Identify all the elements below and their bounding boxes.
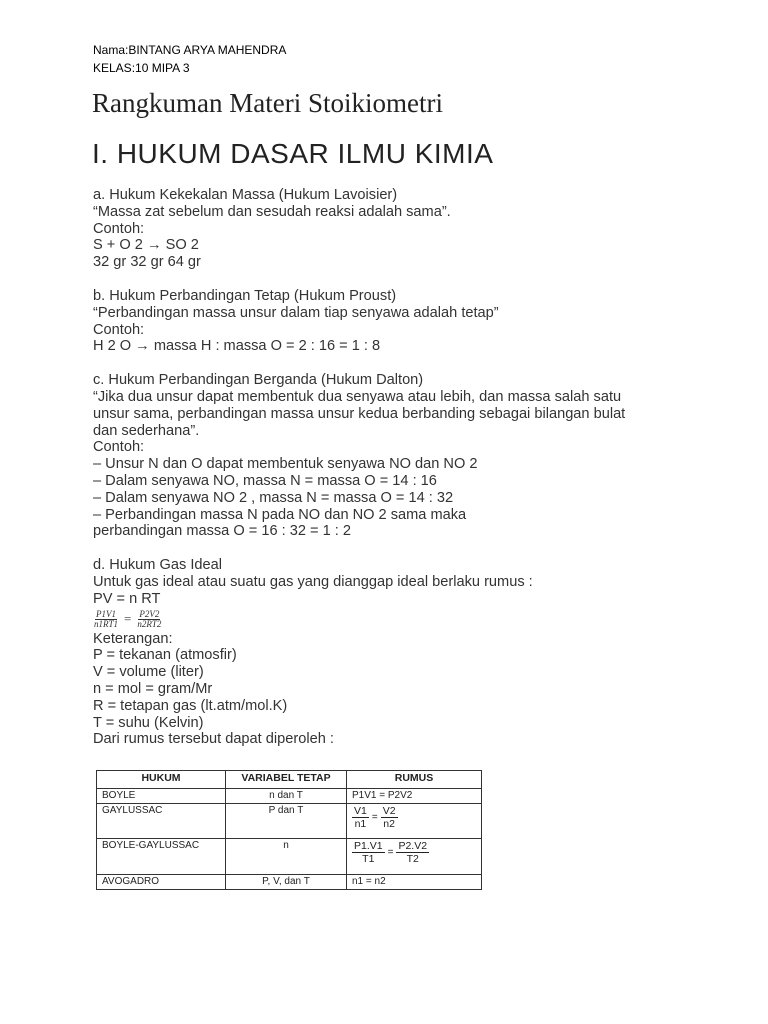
law-a-example-masses: 32 gr 32 gr 64 gr (93, 254, 201, 271)
table-header-row (97, 771, 482, 789)
document-title: Rangkuman Materi Stoikiometri (92, 88, 443, 118)
law-c-example-item: – Perbandingan massa N pada NO dan NO 2 sama maka (93, 506, 467, 523)
table-row (97, 804, 482, 839)
law-c-quote-line: unsur sama, perbandingan massa unsur kedua berbanding sebagai bilangan bulat (93, 405, 626, 422)
law-a-quote: “Massa zat sebelum dan sesudah reaksi adalah sama”. (93, 203, 451, 220)
ratio-right-fraction (136, 610, 162, 629)
formula-cell: n1 = n2 (347, 875, 482, 890)
law-c-quote-line: dan sederhana”. (93, 422, 200, 439)
formula-cell (347, 839, 482, 875)
law-d-heading: d. Hukum Gas Ideal (93, 557, 222, 574)
law-d-legend-item: P = tekanan (atmosfir) (93, 647, 237, 664)
law-c-example-item: – Unsur N dan O dapat membentuk senyawa NO dan NO 2 (93, 456, 478, 473)
law-b-example: H 2 O → massa H : massa O = 2 : 16 = 1 : 8 (93, 338, 381, 355)
table-row (97, 839, 482, 875)
fraction-numerator: V2 (382, 805, 396, 817)
column-header: VARIABEL TETAP (226, 771, 347, 789)
gas-law-table (96, 770, 482, 890)
ratio-left-fraction (93, 610, 119, 629)
law-a-heading: a. Hukum Kekekalan Massa (Hukum Lavoisier) (93, 187, 398, 203)
law-a-example-equation: S + O 2 → SO 2 (93, 237, 199, 254)
law-d-intro: Untuk gas ideal atau suatu gas yang dianggap ideal berlaku rumus : (93, 573, 533, 590)
law-name-cell: BOYLE (97, 789, 226, 804)
student-class: KELAS:10 MIPA 3 (93, 61, 190, 75)
fraction (352, 805, 369, 830)
fixed-variable-cell: n (226, 839, 347, 875)
law-name-cell: BOYLE-GAYLUSSAC (97, 839, 226, 875)
law-c-example-label: Contoh: (93, 439, 145, 456)
formula-cell (347, 804, 482, 839)
law-a-example-label: Contoh: (93, 220, 145, 237)
fraction (352, 840, 385, 865)
law-d-legend-item: R = tetapan gas (lt.atm/mol.K) (93, 697, 288, 714)
formula-cell: P1V1 = P2V2 (347, 789, 482, 804)
student-name: Nama:BINTANG ARYA MAHENDRA (93, 43, 287, 57)
ratio-left-denominator: n1RT1 (94, 619, 119, 630)
law-c-example-item: perbandingan massa O = 16 : 32 = 1 : 2 (93, 523, 351, 540)
fraction-denominator: n1 (354, 818, 367, 830)
ratio-right-denominator: n2RT2 (137, 619, 162, 630)
law-c-example-item: – Dalam senyawa NO, massa N = massa O = 14 : 16 (93, 472, 437, 489)
law-b-example-label: Contoh: (93, 321, 145, 338)
law-b-heading: b. Hukum Perbandingan Tetap (Hukum Proust) (93, 287, 397, 304)
fraction-numerator: V1 (354, 805, 367, 817)
fraction-denominator: T2 (406, 853, 419, 865)
fixed-variable-cell: n dan T (226, 789, 347, 804)
law-d-derived: Dari rumus tersebut dapat diperoleh : (93, 731, 334, 748)
table-row (97, 875, 482, 890)
law-name-cell: GAYLUSSAC (97, 804, 226, 839)
law-name-cell: AVOGADRO (97, 875, 226, 890)
fixed-variable-cell: P dan T (226, 804, 347, 839)
equals-sign: = (371, 812, 378, 823)
fraction (396, 840, 429, 865)
fraction-numerator: P2.V2 (398, 840, 428, 852)
fixed-variable-cell: P, V, dan T (226, 875, 347, 890)
column-header: HUKUM (97, 771, 226, 789)
column-header: RUMUS (347, 771, 482, 789)
fraction-denominator: n2 (383, 818, 395, 830)
ratio-right-numerator: P2V2 (139, 609, 160, 620)
law-c-quote-line: “Jika dua unsur dapat membentuk dua senyawa atau lebih, dan massa salah satu (93, 388, 622, 405)
law-d-legend-item: T = suhu (Kelvin) (93, 714, 204, 731)
ratio-equals: = (124, 611, 132, 627)
law-d-legend-item: V = volume (liter) (93, 664, 204, 681)
law-d-legend-item: n = mol = gram/Mr (93, 680, 213, 697)
law-c-example-item: – Dalam senyawa NO 2 , massa N = massa O = 14 : 32 (93, 489, 454, 506)
ratio-left-numerator: P1V1 (96, 609, 116, 620)
document-body (93, 187, 693, 748)
equals-sign: = (387, 847, 394, 858)
table-row (97, 789, 482, 804)
section-title: I. HUKUM DASAR ILMU KIMIA (92, 138, 494, 169)
ideal-gas-ratio-formula (93, 610, 693, 630)
law-d-legend-label: Keterangan: (93, 630, 173, 647)
fraction-numerator: P1.V1 (354, 840, 383, 852)
law-d-formula: PV = n RT (93, 590, 161, 607)
law-b-quote: “Perbandingan massa unsur dalam tiap senyawa adalah tetap” (93, 304, 499, 321)
fraction (381, 805, 398, 830)
law-c-heading: c. Hukum Perbandingan Berganda (Hukum Dalton) (93, 372, 424, 389)
fraction-denominator: T1 (362, 853, 375, 865)
